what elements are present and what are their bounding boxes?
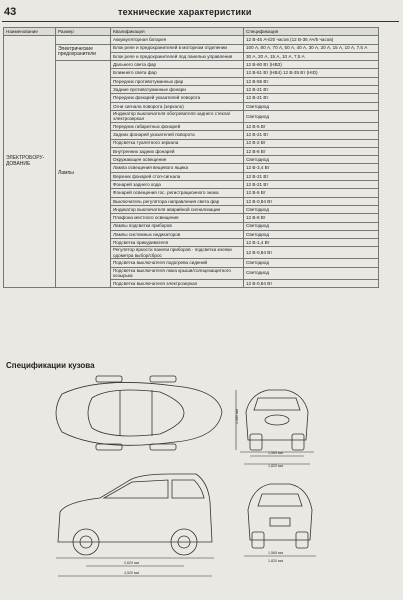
table-header-row — [4, 28, 379, 36]
size-cell — [56, 36, 111, 44]
body-dimensions-drawing — [0, 372, 403, 600]
qualification-cell: Блок реле и предохранителей под панелью управления — [111, 52, 244, 60]
table-row — [4, 61, 379, 69]
specification-cell: Светодиод — [244, 267, 379, 279]
lamps-label-cell: Лампы — [56, 61, 111, 288]
qualification-cell: Выключатель регулятора направления света фар — [111, 197, 244, 205]
specification-cell: 12 В-8 Вт — [244, 214, 379, 222]
specification-cell: 12 В-51 Вт (НВ4) 12 В-35 Вт (HID) — [244, 69, 379, 77]
qualification-cell: Лампа освещения вещевого ящика — [111, 164, 244, 172]
table-row — [4, 36, 379, 44]
specification-cell: Светодиод — [244, 205, 379, 213]
qualification-cell: Задние противотуманные фонари — [111, 86, 244, 94]
dim-rear-track-label: 1,565 мм — [268, 551, 283, 555]
col-header-name: Наименование — [4, 28, 56, 36]
dim-front-track-label: 1,565 мм — [268, 451, 283, 455]
qualification-cell: Передних фонарей указателей поворота — [111, 94, 244, 102]
specification-cell: 12 В-3,4 Вт — [244, 164, 379, 172]
table-row — [4, 44, 379, 52]
specification-cell: Светодиод — [244, 222, 379, 230]
col-header-specification: Спецификация — [244, 28, 379, 36]
qualification-cell: Подсветка выключателя люка крыши/солнцезащитного козырька — [111, 267, 244, 279]
qualification-cell: Лампы системных индикаторов — [111, 230, 244, 238]
qualification-cell: Плафона местного освещения — [111, 214, 244, 222]
qualification-cell: Подсветка выключателя электрозеркал — [111, 279, 244, 287]
dim-rear-width-label: 1,820 мм — [268, 559, 283, 563]
page-header — [0, 0, 403, 24]
qualification-cell: Верхних фонарей стоп-сигнала — [111, 172, 244, 180]
qualification-cell: Индикатор выключателя обогревателя заднего стекла/электрозеркал — [111, 110, 244, 122]
dim-length-label: 4,520 мм — [124, 571, 139, 575]
specification-cell: Светодиод — [244, 156, 379, 164]
qualification-cell: Передних противотуманных фар — [111, 77, 244, 85]
specification-cell: 100 А, 80 А, 70 А, 50 А, 40 А, 30 А, 20 А, 15 А, 10 А, 7,5 А — [244, 44, 379, 52]
specification-cell: Светодиод — [244, 259, 379, 267]
specification-cell: Светодиод — [244, 102, 379, 110]
page-number: 43 — [4, 6, 17, 18]
specification-cell: 12 В-21 Вт — [244, 131, 379, 139]
specification-cell: 12 В-2 Вт — [244, 139, 379, 147]
specification-cell: Светодиод — [244, 110, 379, 122]
qualification-cell: Блок реле и предохранителей в моторном отделении — [111, 44, 244, 52]
qualification-cell: Подсветка прикуривателя — [111, 239, 244, 247]
col-header-qualification: Квалификация — [111, 28, 244, 36]
qualification-cell: Передних габаритных фонарей — [111, 122, 244, 130]
table-body — [4, 36, 379, 288]
category-cell: ЭЛЕКТРОБОРУ-ДОВАНИЕ — [4, 36, 56, 288]
section-title: Спецификации кузова — [6, 361, 95, 370]
dim-wheelbase-label: 2,620 мм — [124, 561, 139, 565]
specification-cell: Светодиод — [244, 230, 379, 238]
specification-cell: 30 А, 20 А, 15 А, 10 А, 7,5 А — [244, 52, 379, 60]
qualification-cell: Фонарей заднего хода — [111, 181, 244, 189]
specification-cell: 12 В-0,84 Вт — [244, 197, 379, 205]
specification-cell: 12 В-0,84 Вт — [244, 279, 379, 287]
specification-cell: 12 В-1,4 Вт — [244, 239, 379, 247]
page-title: технические характеристики — [118, 7, 252, 17]
dim-height-label: 1,680 мм — [235, 409, 239, 424]
qualification-cell: Регулятор яркости панели приборов · подсветка кнопки одометра выбор/сброс — [111, 247, 244, 259]
qualification-cell: Задних фонарей указателей поворота — [111, 131, 244, 139]
specification-cell: 12 В-5 Вт — [244, 122, 379, 130]
specification-cell: 12 В-5 Вт — [244, 189, 379, 197]
qualification-cell: Лампы подсветки приборов — [111, 222, 244, 230]
qualification-cell: Фонарей освещения гос. регистрационного знака — [111, 189, 244, 197]
specification-cell: 12 В-21 Вт — [244, 94, 379, 102]
fuses-label-cell: Электрические предохранители — [56, 44, 111, 61]
dim-width-label: 1,820 мм — [268, 464, 283, 468]
qualification-cell: Внутренних задних фонарей — [111, 147, 244, 155]
col-header-size: Размер — [56, 28, 111, 36]
specification-cell: 12 В-8 Вт — [244, 147, 379, 155]
qualification-cell: Аккумуляторная батарея — [111, 36, 244, 44]
qualification-cell: Индикатор выключателя аварийной сигнализации — [111, 205, 244, 213]
car-rear-view-drawing — [244, 484, 316, 556]
specification-cell: 12 В-21 Вт — [244, 86, 379, 94]
car-top-view-drawing — [56, 376, 222, 450]
qualification-cell: Подсветка выключателя подогрева сидений — [111, 259, 244, 267]
specification-cell: 12 В-21 Вт — [244, 172, 379, 180]
qualification-cell: Дальнего света фар — [111, 61, 244, 69]
specification-cell: 12 В-55 Вт — [244, 77, 379, 85]
specification-cell: 12 В-0,84 Вт — [244, 247, 379, 259]
specification-cell: 12 В-45 Ач/20 часов (12 В-36 Ач/5 часов) — [244, 36, 379, 44]
qualification-cell: Огни сигнала поворота (зеркало) — [111, 102, 244, 110]
specifications-table — [3, 27, 379, 288]
header-rule — [2, 21, 399, 22]
qualification-cell: Ближнего света фар — [111, 69, 244, 77]
specification-cell: 12 В-60 Вт (НВЗ) — [244, 61, 379, 69]
qualification-cell: Подсветка туалетного зеркала — [111, 139, 244, 147]
qualification-cell: Окружающее освещение — [111, 156, 244, 164]
specification-cell: 12 В-21 Вт — [244, 181, 379, 189]
